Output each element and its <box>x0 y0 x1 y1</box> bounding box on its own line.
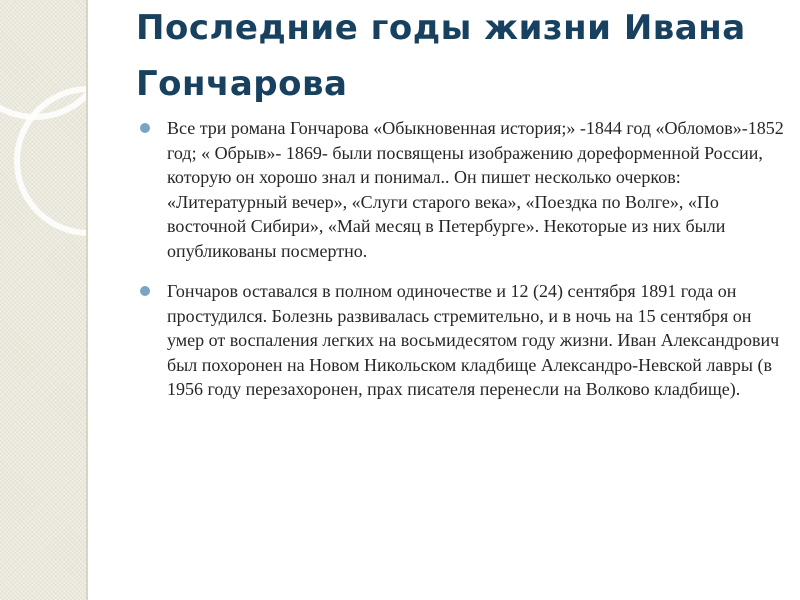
bullet-item <box>140 116 788 263</box>
slide-title: Последние годы жизни Ивана Гончарова <box>136 8 746 104</box>
bullet-list <box>140 116 788 418</box>
sidebar-divider <box>86 0 88 600</box>
bullet-dot-icon <box>140 286 150 296</box>
decorative-sidebar <box>0 0 88 600</box>
bullet-dot-icon <box>140 123 150 133</box>
bullet-item <box>140 279 788 402</box>
bullet-text: Все три романа Гончарова «Обыкновенная история;» -1844 год «Обломов»-1852 год; « Обрыв»- 1869- были посвящены изображению дореформенной России, которую он хорошо знал и понимал.. Он пишет несколько очерков: «Литературный вечер», «Слуги старого века», «Поездка по Волге», «По восточной Сибири», «Май месяц в Петербурге». Некоторые из них были опубликованы посмертно. <box>167 118 784 261</box>
bullet-text: Гончаров оставался в полном одиночестве и 12 (24) сентября 1891 года он простудился. Болезнь развивалась стремительно, и в ночь на 15 сентября он умер от воспаления легких на восьмидесятом году жизни. Иван Александрович был похоронен на Новом Никольском кладбище Александро-Невской лавры (в 1956 году перезахоронен, прах писателя перенесли на Волково кладбище). <box>167 281 780 399</box>
